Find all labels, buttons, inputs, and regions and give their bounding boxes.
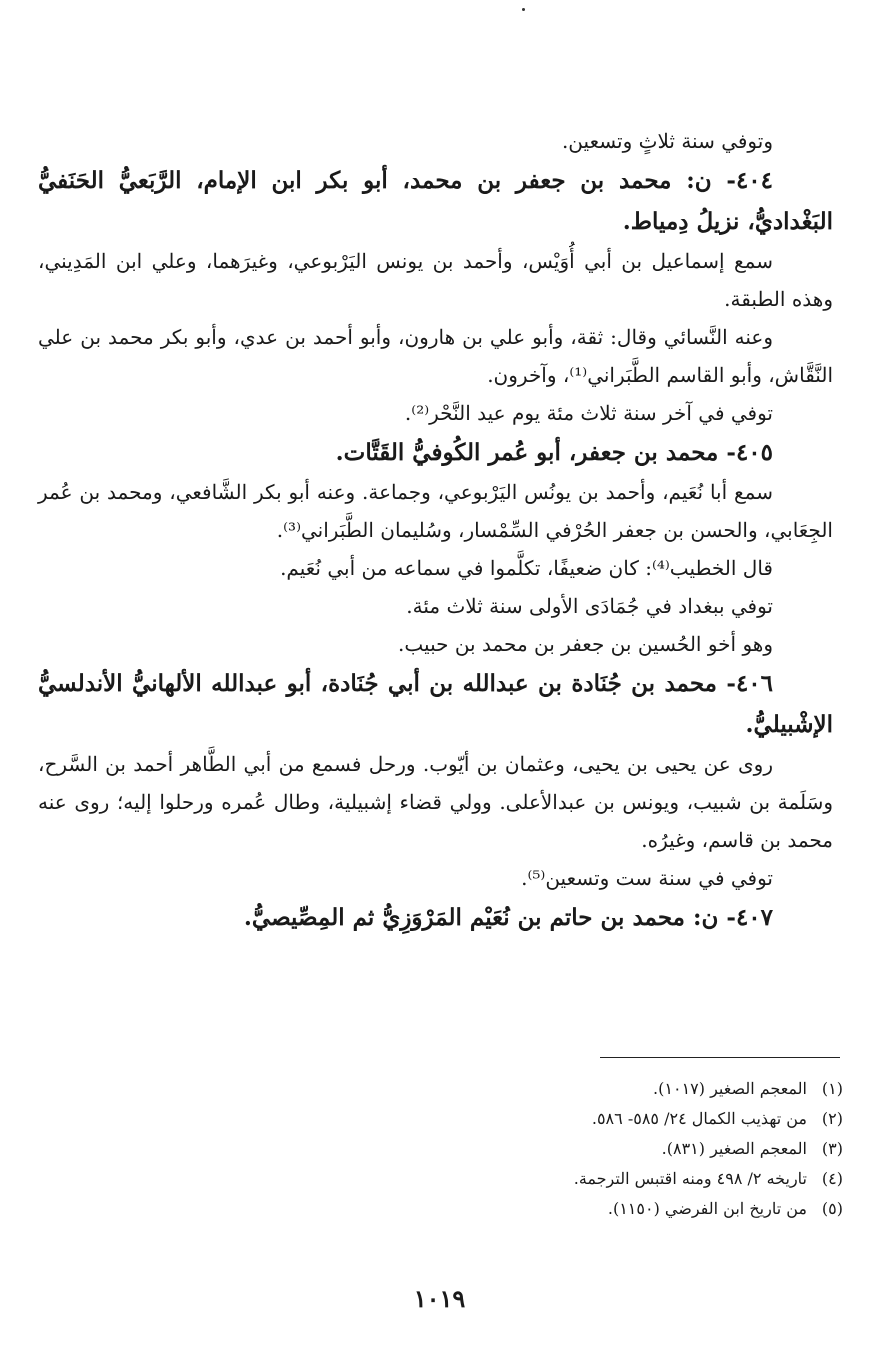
footnote — [83, 1134, 843, 1164]
paragraph: وهو أخو الحُسين بن جعفر بن محمد بن حبيب. — [398, 632, 773, 656]
footnote — [83, 1164, 843, 1194]
footnote — [83, 1104, 843, 1134]
footnotes — [83, 1074, 843, 1224]
footnote-text: من تهذيب الكمال ٢٤/ ٥٨٥- ٥٨٦. — [591, 1109, 807, 1128]
footnote — [83, 1074, 843, 1104]
paragraph: سمع إسماعيل بن أبي أُوَيْس، وأحمد بن يونس اليَرْبوعي، وغيرَهما، وعلي ابن المَدِيني، وهذه الطبقة. — [38, 249, 833, 311]
footnote — [83, 1194, 843, 1224]
footnote-text: من تاريخ ابن الفرضي (١١٥٠). — [607, 1199, 807, 1218]
paragraph: وعنه النَّسائي وقال: ثقة، وأبو علي بن هارون، وأبو أحمد بن عدي، وأبو بكر محمد بن علي النَّقَّاش، وأبو القاسم الطَّبَراني⁽¹⁾، وآخرون. — [38, 325, 833, 387]
main-text — [38, 122, 833, 938]
footnote-text: تاريخه ٢/ ٤٩٨ ومنه اقتبس الترجمة. — [573, 1169, 807, 1188]
paragraph: روى عن يحيى بن يحيى، وعثمان بن أيّوب. ورحل فسمع من أبي الطَّاهر أحمد بن السَّرح، وسَلَمة بن شبيب، ويونس بن عبدالأعلى. وولي قضاء إشبيلية، وطال عُمره ورحلوا إليه؛ روى عنه محمد بن قاسم، وغيرُه. — [38, 752, 833, 852]
footnote-text: المعجم الصغير (١٠١٧). — [653, 1079, 807, 1098]
entry-heading-404: ٤٠٤- ن: محمد بن جعفر بن محمد، أبو بكر ابن الإمام، الرَّبَعيُّ الحَنَفيُّ البَغْداديُّ، نزيلُ دِمياط. — [38, 167, 833, 235]
footnote-text: المعجم الصغير (٨٣١). — [661, 1139, 807, 1158]
page-number: ١٠١٩ — [413, 1284, 466, 1313]
paragraph: توفي ببغداد في جُمَادَى الأولى سنة ثلاث مئة. — [406, 594, 773, 618]
paragraph: وتوفي سنة ثلاثٍ وتسعين. — [561, 129, 773, 153]
paragraph: سمع أبا نُعَيم، وأحمد بن يونُس اليَرْبوعي، وجماعة. وعنه أبو بكر الشَّافعي، ومحمد بن عُمر الجِعَابي، والحسن بن جعفر الحُرْفي السِّمْسار، وسُليمان الطَّبَراني⁽³⁾. — [38, 480, 833, 542]
entry-heading-405: ٤٠٥- محمد بن جعفر، أبو عُمر الكُوفيُّ القَتَّات. — [335, 439, 773, 466]
footnote-divider — [600, 1057, 840, 1058]
footnote-number: (٣) — [821, 1139, 843, 1158]
paragraph: قال الخطيب⁽⁴⁾: كان ضعيفًا، تكلَّموا في سماعه من أبي نُعَيم. — [280, 556, 773, 580]
entry-heading-407: ٤٠٧- ن: محمد بن حاتم بن نُعَيْم المَرْوَزِيُّ ثم المِصِّيصيُّ. — [243, 904, 773, 931]
footnote-number: (٤) — [821, 1169, 843, 1188]
entry-heading-406: ٤٠٦- محمد بن جُنَادة بن عبدالله بن أبي جُنَادة، أبو عبدالله الألهانيُّ الأندلسيُّ الإشْبيليُّ. — [38, 670, 833, 738]
page-mark — [522, 8, 525, 11]
footnote-number: (١) — [821, 1079, 843, 1098]
footnote-number: (٥) — [821, 1199, 843, 1218]
paragraph: توفي في آخر سنة ثلاث مئة يوم عيد النَّحْر⁽²⁾. — [404, 401, 773, 425]
footnote-number: (٢) — [821, 1109, 843, 1128]
paragraph: توفي في سنة ست وتسعين⁽⁵⁾. — [521, 866, 773, 890]
